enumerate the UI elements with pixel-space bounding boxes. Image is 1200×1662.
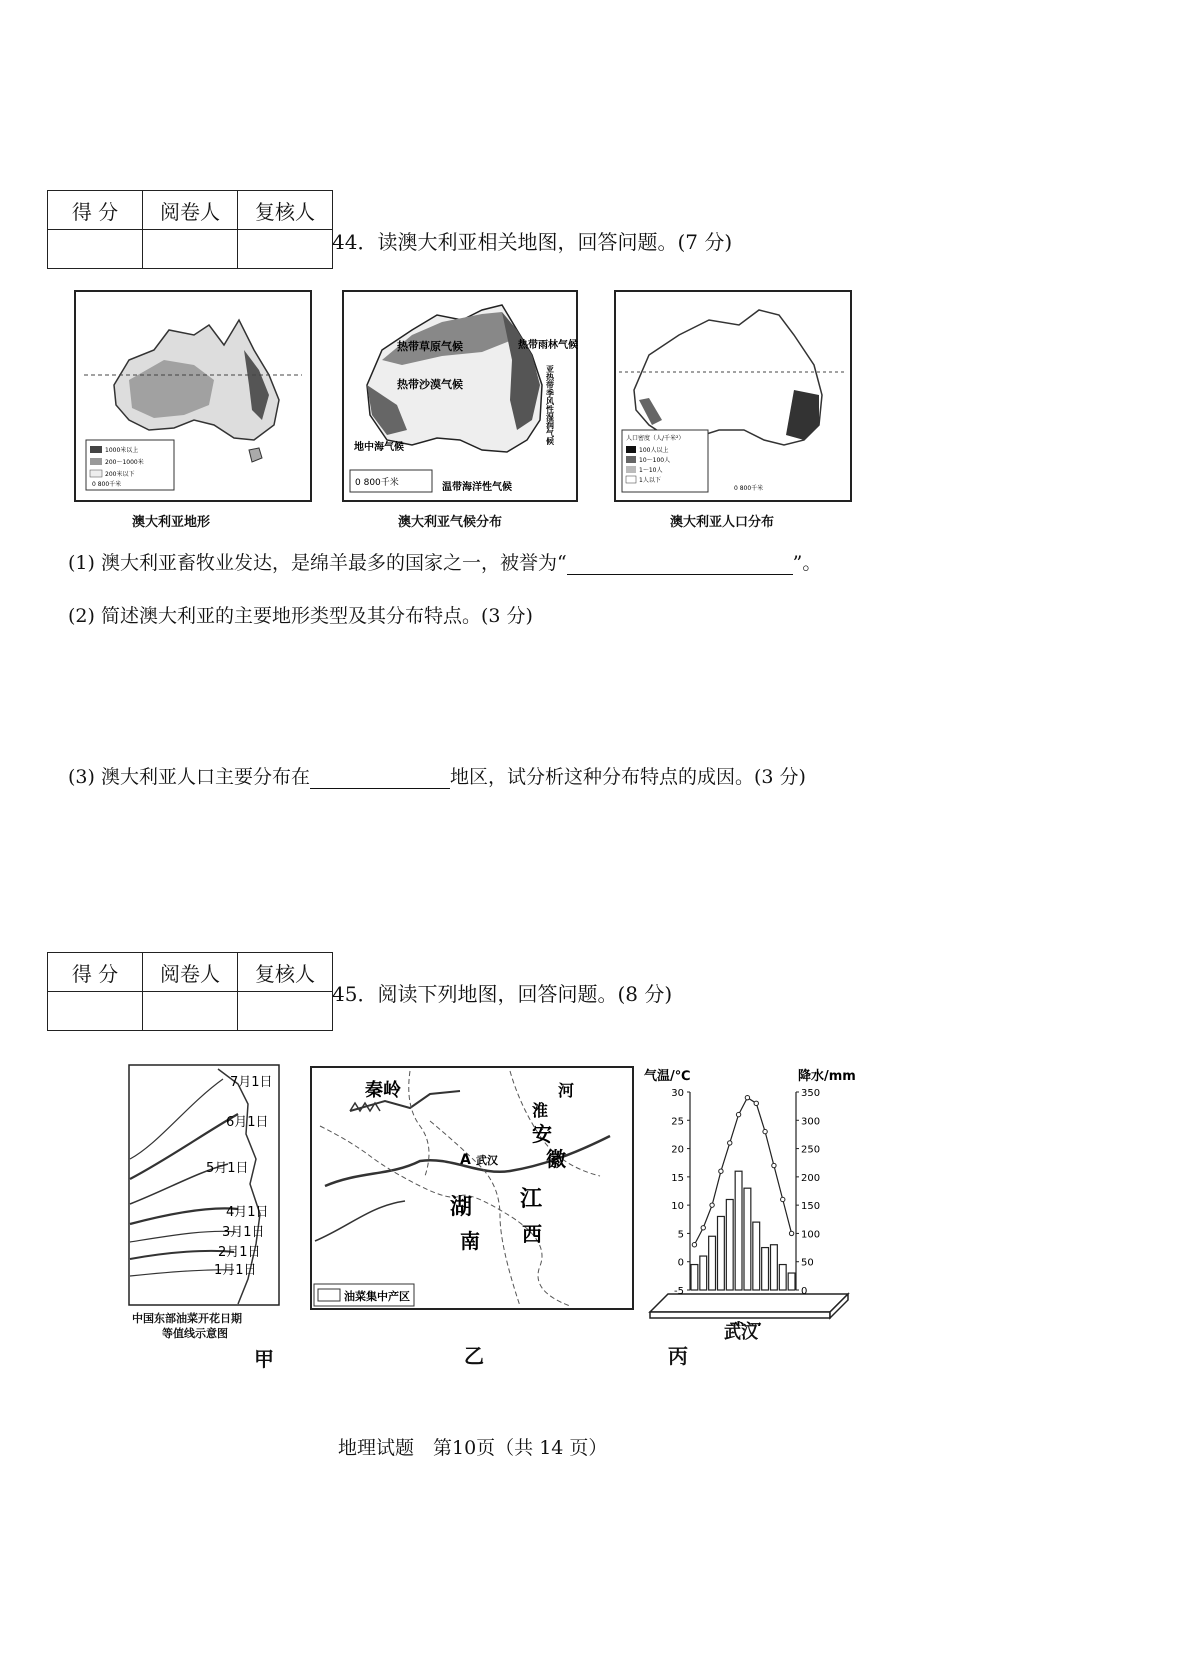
climate-scale: 0 800千米: [355, 478, 399, 488]
population-legend-2: 10～100人: [639, 457, 671, 464]
left-tick-label: 30: [671, 1088, 684, 1099]
left-tick-label: 15: [671, 1172, 684, 1184]
grader-header: 阅卷人: [143, 953, 238, 992]
australia-climate-map: [342, 290, 578, 502]
temp-point: [719, 1169, 723, 1173]
isoline-label-2: 2月1日: [218, 1245, 261, 1260]
label-a: A: [460, 1152, 471, 1168]
isoline-label-4: 4月1日: [226, 1205, 269, 1220]
score-table-44: [47, 190, 333, 269]
label-hui: 徽: [546, 1147, 566, 1171]
population-map-caption: 澳大利亚人口分布: [670, 515, 775, 530]
isoline-label-3: 3月1日: [222, 1225, 265, 1240]
precip-bar: [788, 1273, 795, 1290]
reviewer-header: 复核人: [238, 953, 333, 992]
label-hu: 湖: [450, 1195, 473, 1220]
map-jia-caption-2: 等值线示意图: [162, 1327, 228, 1340]
precip-bar: [779, 1265, 786, 1290]
temp-point: [736, 1112, 740, 1116]
right-tick-label: 100: [801, 1229, 821, 1241]
climate-label-4: 亚热带季风性湿润气候: [545, 365, 555, 445]
temp-point: [710, 1203, 714, 1207]
label-xi: 西: [522, 1222, 542, 1246]
label-he: 河: [558, 1081, 575, 1100]
score-cell[interactable]: [48, 230, 143, 269]
score-header: 得 分: [48, 953, 143, 992]
precip-bar: [718, 1216, 725, 1290]
q44-part1-blank[interactable]: [567, 553, 793, 575]
q44-part1: [68, 548, 821, 575]
temp-point: [763, 1129, 767, 1133]
q44-part2: (2) 简述澳大利亚的主要地形类型及其分布特点。(3 分): [68, 605, 533, 627]
label-huai: 淮: [532, 1101, 549, 1120]
score-table-45: [47, 952, 333, 1031]
population-legend-1: 100人以上: [639, 447, 669, 454]
temp-point: [789, 1231, 793, 1235]
y-right-label: 降水/mm: [798, 1069, 856, 1084]
precip-bar: [771, 1245, 778, 1290]
right-tick-label: 300: [801, 1116, 821, 1128]
precip-bar: [691, 1265, 698, 1290]
precip-bar: [735, 1171, 742, 1290]
rapeseed-region-map: [310, 1066, 634, 1310]
isoline-label-6: 6月1日: [226, 1115, 269, 1130]
isoline-label-1: 1月1日: [214, 1263, 257, 1278]
temp-point: [745, 1095, 749, 1099]
map-yi-label: 乙: [464, 1344, 484, 1368]
precip-bar: [709, 1236, 716, 1290]
wuhan-climate-chart: [644, 1064, 856, 1326]
station-name: 武汉: [724, 1323, 758, 1343]
terrain-legend-3: 200米以下: [105, 471, 135, 478]
precip-bar: [762, 1248, 769, 1290]
australia-terrain-map: [74, 290, 312, 502]
page-footer: 地理试题 第10页（共 14 页）: [338, 1437, 608, 1459]
temp-point: [772, 1163, 776, 1167]
map-jia-caption-1: 中国东部油菜开花日期: [132, 1312, 242, 1325]
y-left-label: 气温/℃: [644, 1069, 691, 1084]
temp-point: [754, 1101, 758, 1105]
left-tick-label: -5: [674, 1286, 684, 1297]
precip-bar: [753, 1222, 760, 1290]
score-cell[interactable]: [48, 992, 143, 1031]
australia-population-map: [614, 290, 852, 502]
terrain-legend-1: 1000米以上: [105, 447, 139, 454]
precip-bar: [726, 1199, 733, 1290]
map-jia-label: 甲: [254, 1347, 274, 1371]
q44-part3: [68, 762, 806, 789]
left-tick-label: 10: [671, 1201, 684, 1213]
left-tick-label: 0: [677, 1257, 684, 1269]
temp-point: [781, 1197, 785, 1201]
precip-bar: [700, 1256, 707, 1290]
reviewer-cell[interactable]: [238, 230, 333, 269]
right-tick-label: 250: [801, 1144, 821, 1156]
rapeseed-flowering-isoline-map: [128, 1064, 280, 1310]
temp-point: [701, 1226, 705, 1230]
population-legend-title: 人口密度（人/千米²）: [626, 435, 685, 442]
right-tick-label: 350: [801, 1088, 821, 1099]
left-tick-label: 5: [677, 1229, 684, 1241]
question-45-title: 45．阅读下列地图，回答问题。(8 分): [332, 982, 673, 1006]
grader-cell[interactable]: [143, 230, 238, 269]
label-nan: 南: [460, 1229, 480, 1253]
temp-point: [692, 1243, 696, 1247]
q44-part3-prefix: (3) 澳大利亚人口主要分布在: [68, 766, 310, 788]
precip-bar: [744, 1188, 751, 1290]
left-tick-label: 20: [671, 1144, 684, 1156]
terrain-legend-2: 200～1000米: [105, 459, 144, 466]
reviewer-header: 复核人: [238, 191, 333, 230]
population-legend-4: 1人以下: [639, 477, 661, 484]
temp-point: [728, 1141, 732, 1145]
terrain-scale: 0 800千米: [92, 481, 122, 488]
right-tick-label: 200: [801, 1172, 821, 1184]
q44-part1-suffix: ”。: [792, 552, 822, 574]
grader-header: 阅卷人: [143, 191, 238, 230]
label-qinling: 秦岭: [365, 1080, 401, 1101]
population-scale: 0 800千米: [734, 485, 764, 492]
label-an: 安: [532, 1122, 552, 1146]
right-tick-label: 150: [801, 1201, 821, 1213]
climate-map-caption: 澳大利亚气候分布: [398, 515, 503, 530]
climate-label-1: 热带草原气候: [397, 340, 463, 353]
population-legend-3: 1～10人: [639, 467, 663, 474]
terrain-map-caption: 澳大利亚地形: [132, 515, 211, 530]
right-tick-label: 50: [801, 1257, 814, 1269]
q44-part3-suffix: 地区，试分析这种分布特点的成因。(3 分): [449, 766, 806, 788]
q44-part1-prefix: (1) 澳大利亚畜牧业发达，是绵羊最多的国家之一，被誉为“: [68, 552, 567, 574]
score-header: 得 分: [48, 191, 143, 230]
chart-bing-label: 丙: [668, 1344, 688, 1368]
climate-label-2: 热带雨林气候: [518, 340, 578, 351]
climate-label-5: 地中海气候: [354, 442, 404, 453]
label-wuhan: 武汉: [476, 1154, 498, 1167]
isoline-label-5: 5月1日: [206, 1161, 249, 1176]
isoline-label-7: 7月1日: [230, 1075, 273, 1090]
question-44-title: 44．读澳大利亚相关地图，回答问题。(7 分): [332, 230, 733, 254]
left-tick-label: 25: [671, 1116, 684, 1128]
map-yi-legend: 油菜集中产区: [344, 1290, 410, 1303]
climate-label-6: 温带海洋性气候: [442, 482, 512, 493]
q44-part3-blank[interactable]: [310, 767, 450, 789]
label-jiang: 江: [520, 1187, 543, 1212]
right-tick-label: 0: [801, 1286, 808, 1297]
reviewer-cell[interactable]: [238, 992, 333, 1031]
temp-line: [694, 1098, 791, 1245]
grader-cell[interactable]: [143, 992, 238, 1031]
climate-label-3: 热带沙漠气候: [397, 378, 463, 391]
